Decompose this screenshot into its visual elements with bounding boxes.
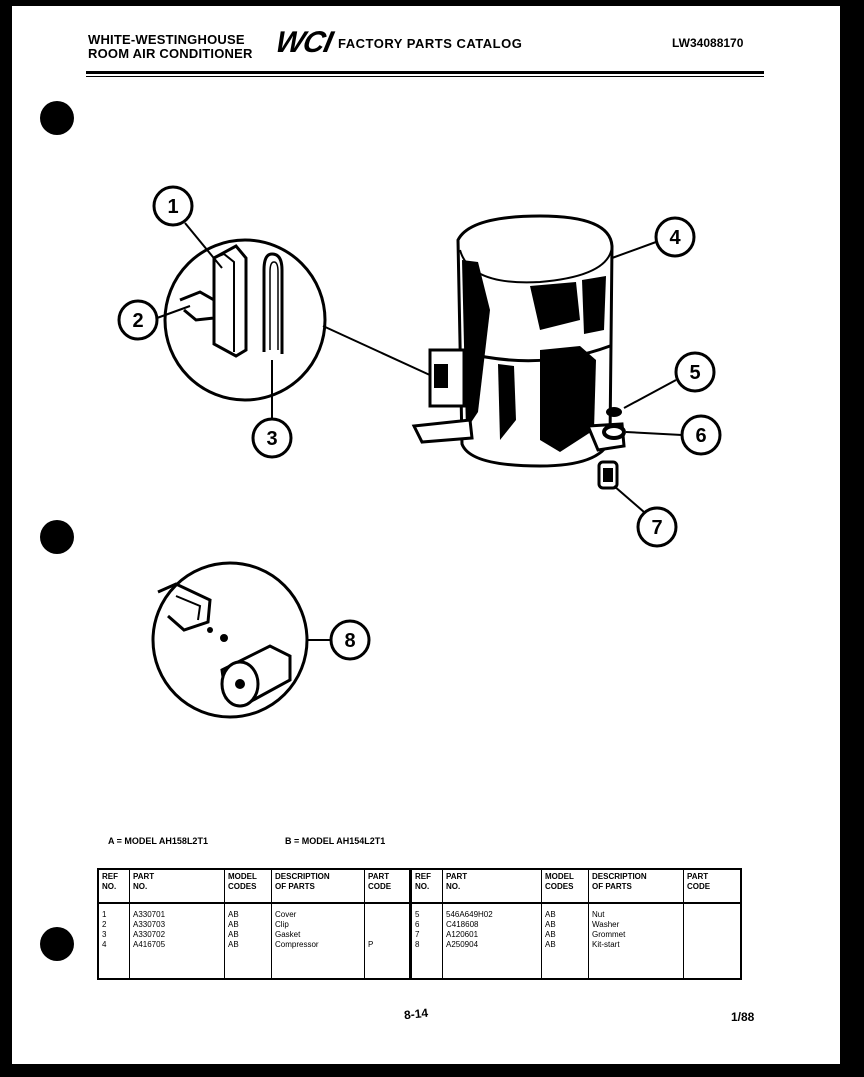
col-part-code: PART CODE xyxy=(365,869,411,903)
washer-drawing xyxy=(604,426,624,438)
page-number: 8-14 xyxy=(403,1005,429,1023)
svg-text:3: 3 xyxy=(266,428,278,450)
compressor-drawing xyxy=(414,216,624,466)
col-description: DESCRIPTION OF PARTS xyxy=(272,869,365,903)
svg-text:4: 4 xyxy=(669,227,681,249)
brand-line-1: WHITE-WESTINGHOUSE xyxy=(88,32,245,47)
detail-circle-start-kit xyxy=(153,563,307,717)
parts-table-header xyxy=(98,869,741,903)
ref-cell: 1 2 3 4 xyxy=(98,903,130,979)
col-part-code-2: PART CODE xyxy=(684,869,742,903)
catalog-title: FACTORY PARTS CATALOG xyxy=(338,36,523,51)
code-cell: P xyxy=(365,903,411,979)
svg-text:1: 1 xyxy=(167,196,179,218)
ref-cell-2: 5 6 7 8 xyxy=(411,903,443,979)
col-part-no-2: PART NO. xyxy=(443,869,542,903)
callout-7 xyxy=(614,486,676,546)
svg-text:8: 8 xyxy=(344,630,356,652)
svg-text:2: 2 xyxy=(132,310,144,332)
model-cell: AB AB AB AB xyxy=(225,903,272,979)
callout-5 xyxy=(624,353,714,408)
part-cell-2: 546A649H02 C418608 A120601 A250904 xyxy=(443,903,542,979)
part-cell: A330701 A330703 A330702 A416705 xyxy=(130,903,225,979)
desc-cell-2: Nut Washer Grommet Kit-start xyxy=(589,903,684,979)
detail-circle-cover-clip xyxy=(165,240,325,400)
model-a-legend: A = MODEL AH158L2T1 xyxy=(108,836,208,846)
model-b-legend: B = MODEL AH154L2T1 xyxy=(285,836,386,846)
callout-4 xyxy=(612,218,694,258)
code-cell-2 xyxy=(684,903,742,979)
brand-line-2: ROOM AIR CONDITIONER xyxy=(88,46,253,61)
grommet-drawing xyxy=(599,462,617,488)
table-row xyxy=(98,903,741,979)
parts-table xyxy=(97,868,742,980)
wci-logo: WCI xyxy=(272,26,335,59)
col-model-codes: MODEL CODES xyxy=(225,869,272,903)
col-ref-no: REF NO. xyxy=(98,869,130,903)
col-model-codes-2: MODEL CODES xyxy=(542,869,589,903)
callout-6 xyxy=(626,416,720,454)
svg-text:7: 7 xyxy=(651,517,663,539)
svg-text:6: 6 xyxy=(695,425,707,447)
nut-drawing xyxy=(606,407,622,417)
callout-8 xyxy=(306,621,369,659)
col-description-2: DESCRIPTION OF PARTS xyxy=(589,869,684,903)
desc-cell: Cover Clip Gasket Compressor xyxy=(272,903,365,979)
col-ref-no-2: REF NO. xyxy=(411,869,443,903)
col-part-no: PART NO. xyxy=(130,869,225,903)
leader-detail-compressor xyxy=(323,326,432,376)
callout-1 xyxy=(154,187,222,268)
catalog-code: LW34088170 xyxy=(672,36,744,50)
model-cell-2: AB AB AB AB xyxy=(542,903,589,979)
svg-text:5: 5 xyxy=(689,362,701,384)
catalog-date: 1/88 xyxy=(731,1010,755,1024)
